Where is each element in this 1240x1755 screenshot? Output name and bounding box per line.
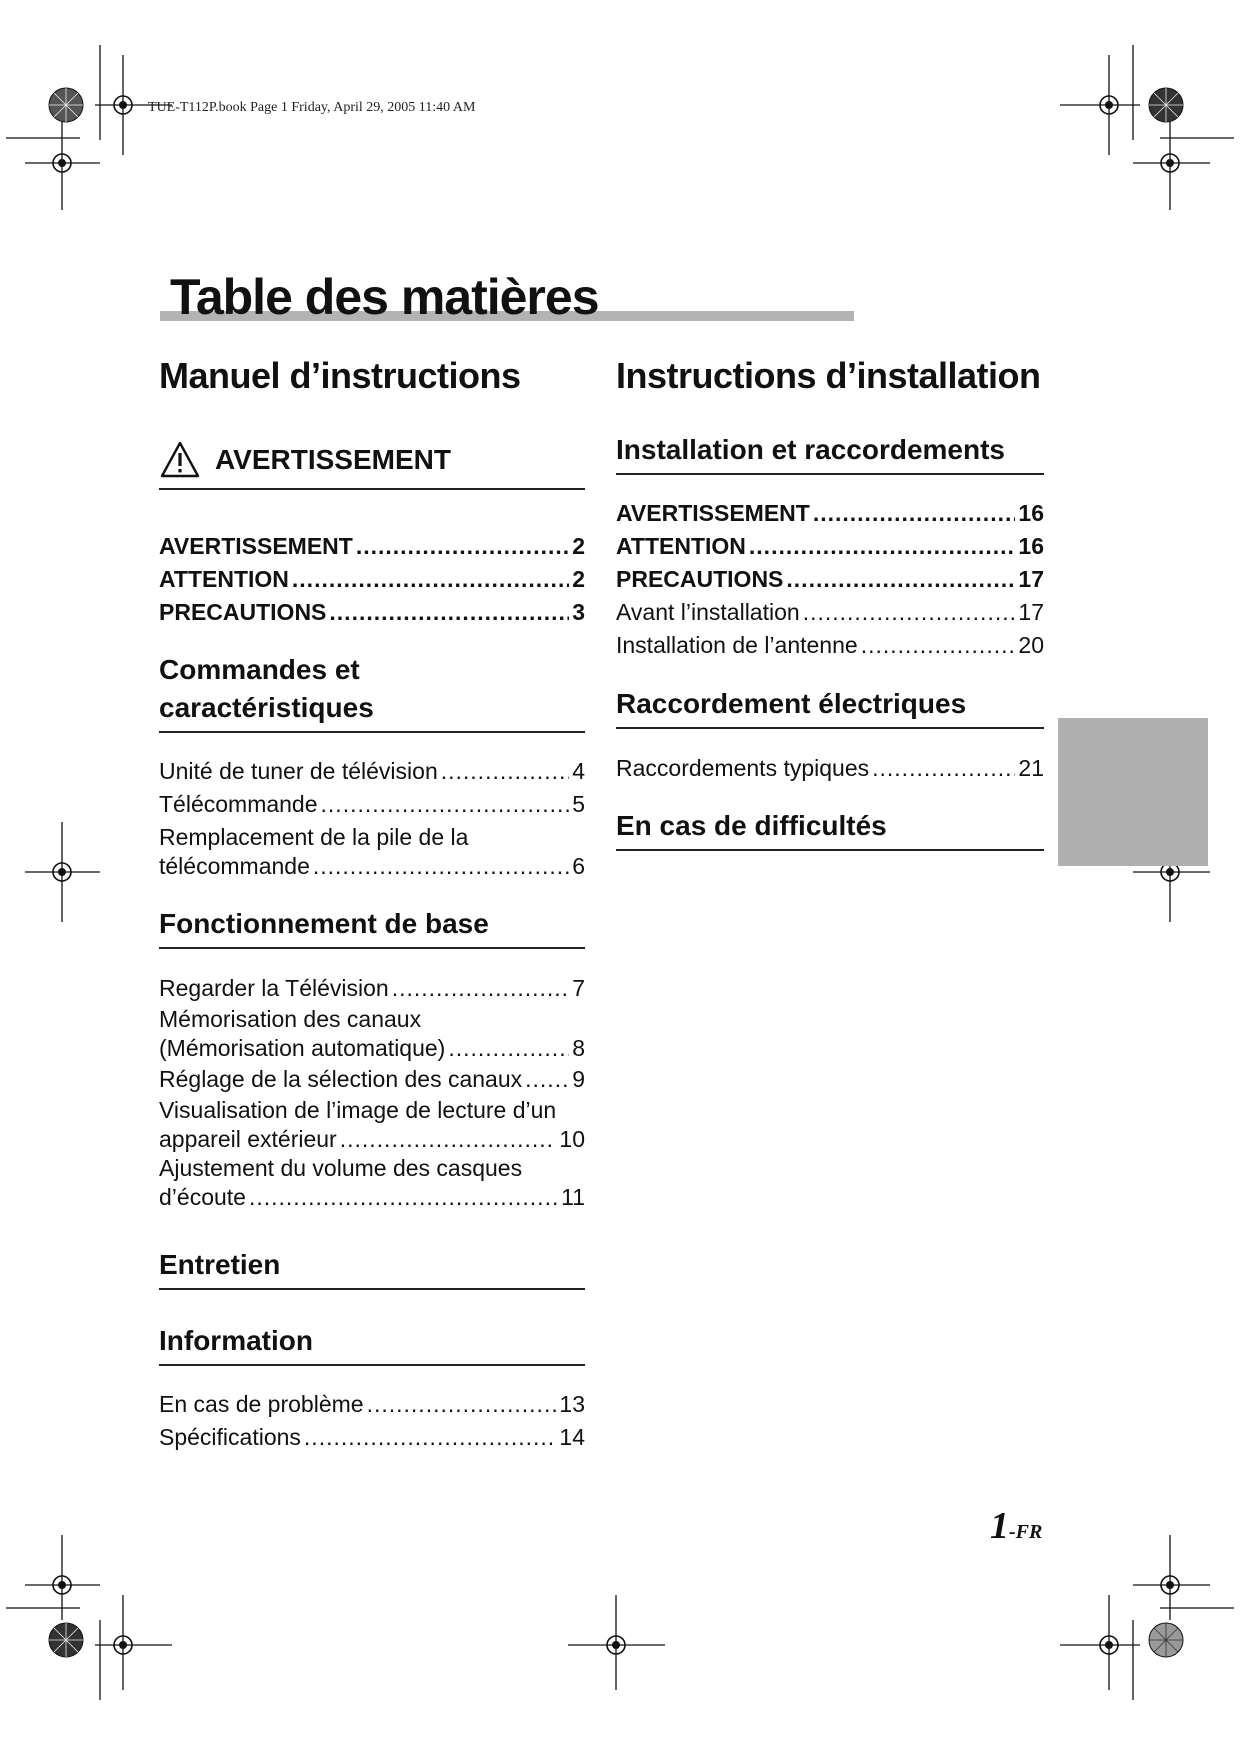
toc-entry[interactable]: Regarder la Télévision ..... 7 xyxy=(159,972,585,1005)
toc-entry-multiline[interactable]: Remplacement de la pile de la télécommande ..... 6 xyxy=(159,823,585,881)
right-column-heading: Instructions d’installation xyxy=(616,355,1041,396)
raccordement-entries xyxy=(616,752,1044,785)
section-title: Information xyxy=(159,1322,585,1366)
section-title: Commandes et caractéristiques xyxy=(159,651,585,733)
file-info-header: TUE-T112P.book Page 1 Friday, April 29, 2005 11:40 AM xyxy=(148,100,476,115)
warning-triangle-icon xyxy=(159,440,201,480)
left-column-heading: Manuel d’instructions xyxy=(159,355,521,396)
warning-section xyxy=(159,440,585,490)
toc-entry[interactable]: PRECAUTIONS ..... 17 xyxy=(616,563,1044,596)
toc-entry-multiline[interactable]: Visualisation de l’image de lecture d’un appareil extérieur ..... 10 xyxy=(159,1096,585,1154)
entretien-section-header xyxy=(159,1246,585,1290)
section-title[interactable]: Entretien xyxy=(159,1246,585,1290)
toc-entry[interactable]: Réglage de la sélection des canaux ..... 9 xyxy=(159,1063,585,1096)
warning-label: AVERTISSEMENT xyxy=(215,444,451,475)
warning-section-header xyxy=(159,440,585,490)
page-title: Table des matières xyxy=(170,269,599,325)
warning-entries xyxy=(159,530,585,629)
section-title: Raccordement électriques xyxy=(616,685,1044,729)
commandes-section-header xyxy=(159,651,585,733)
toc-entry[interactable]: En cas de problème ..... 13 xyxy=(159,1388,585,1421)
warning-heading xyxy=(159,440,585,480)
installation-section-header xyxy=(616,431,1044,475)
raccordement-section-header xyxy=(616,685,1044,729)
toc-entry[interactable]: Télécommande ..... 5 xyxy=(159,788,585,821)
language-side-tab xyxy=(1058,718,1208,866)
toc-entry[interactable]: Avant l’installation ..... 17 xyxy=(616,596,1044,629)
installation-entries xyxy=(616,497,1044,662)
toc-entry[interactable]: PRECAUTIONS ..... 3 xyxy=(159,596,585,629)
section-title[interactable]: En cas de difficultés xyxy=(616,807,1044,851)
toc-entry[interactable]: AVERTISSEMENT ..... 2 xyxy=(159,530,585,563)
toc-entry[interactable]: Spécifications ..... 14 xyxy=(159,1421,585,1454)
toc-entry-multiline[interactable]: Mémorisation des canaux (Mémorisation automatique) ..... 8 xyxy=(159,1005,585,1063)
toc-entry-multiline[interactable]: Ajustement du volume des casques d’écoute ..... 11 xyxy=(159,1154,585,1212)
commandes-entries xyxy=(159,755,585,881)
toc-entry[interactable]: Installation de l’antenne ..... 20 xyxy=(616,629,1044,662)
toc-entry[interactable]: ATTENTION ..... 2 xyxy=(159,563,585,596)
section-title: Installation et raccordements xyxy=(616,431,1044,475)
information-entries xyxy=(159,1388,585,1454)
difficultes-section-header xyxy=(616,807,1044,851)
fonctionnement-section-header xyxy=(159,905,585,949)
toc-entry[interactable]: ATTENTION ..... 16 xyxy=(616,530,1044,563)
toc-entry[interactable]: Raccordements typiques ..... 21 xyxy=(616,752,1044,785)
section-title: Fonctionnement de base xyxy=(159,905,585,949)
page-number: 1-FR xyxy=(990,1505,1043,1547)
information-section-header xyxy=(159,1322,585,1366)
toc-entry[interactable]: AVERTISSEMENT ..... 16 xyxy=(616,497,1044,530)
toc-entry[interactable]: Unité de tuner de télévision ..... 4 xyxy=(159,755,585,788)
fonctionnement-entries xyxy=(159,972,585,1212)
